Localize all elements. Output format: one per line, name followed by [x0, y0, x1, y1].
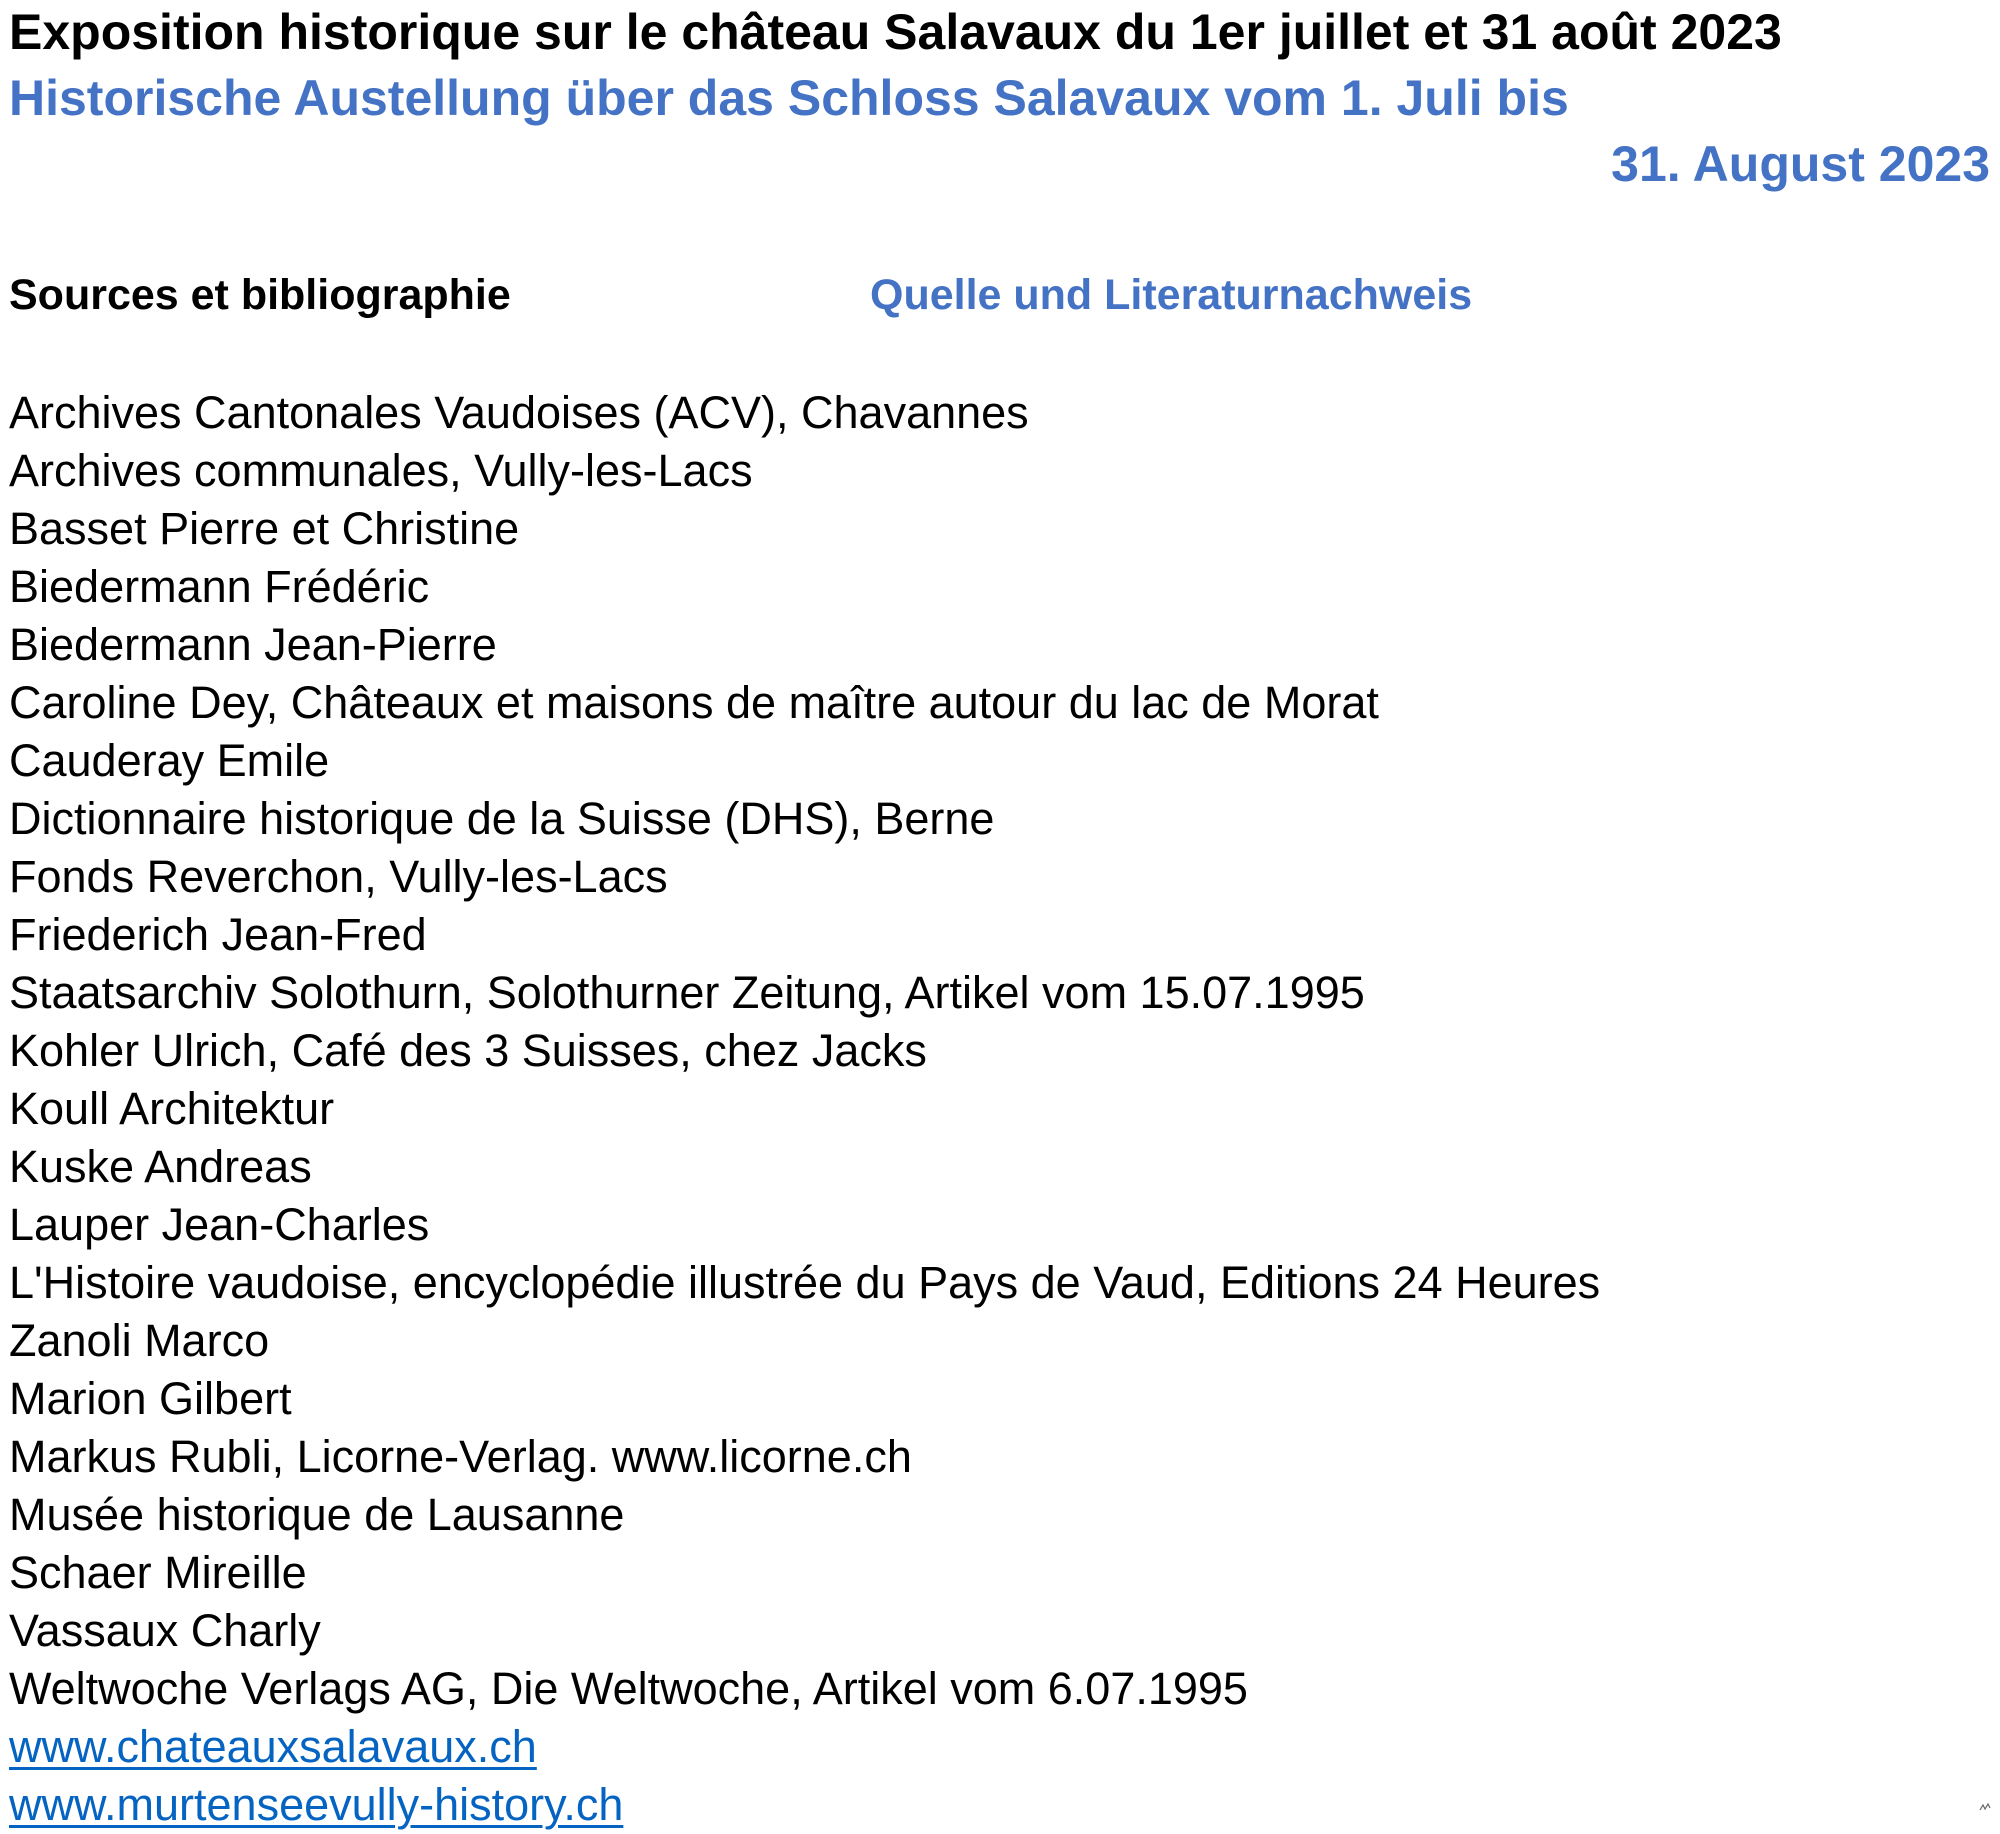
title-german-line-2: 31. August 2023 [1611, 136, 1990, 192]
title-french: Exposition historique sur le château Salavaux du 1er juillet et 31 août 2023 [9, 4, 1782, 60]
source-item: Lauper Jean-Charles [9, 1199, 430, 1250]
source-item: Koull Architektur [9, 1083, 335, 1134]
source-item: Weltwoche Verlags AG, Die Weltwoche, Artikel vom 6.07.1995 [9, 1663, 1248, 1714]
source-item: Schaer Mireille [9, 1547, 307, 1598]
sources-list [9, 384, 1600, 1718]
link-text[interactable]: www.murtenseevully-history.ch [9, 1779, 624, 1830]
source-item: Kuske Andreas [9, 1141, 312, 1192]
links-list [9, 1718, 659, 1834]
source-item: Vassaux Charly [9, 1605, 321, 1656]
link-item [9, 1776, 659, 1834]
source-item: Biedermann Frédéric [9, 561, 430, 612]
source-item: Cauderay Emile [9, 735, 330, 786]
source-item: Dictionnaire historique de la Suisse (DHS), Berne [9, 793, 995, 844]
source-item: Biedermann Jean-Pierre [9, 619, 497, 670]
source-item: Markus Rubli, Licorne-Verlag. www.licorne.ch [9, 1431, 912, 1482]
source-item: Marion Gilbert [9, 1373, 292, 1424]
link-item [9, 1718, 659, 1776]
source-item: Archives communales, Vully-les-Lacs [9, 445, 753, 496]
link-murtenseevully-history[interactable] [9, 1779, 659, 1830]
source-item: L'Histoire vaudoise, encyclopédie illustrée du Pays de Vaud, Editions 24 Heures [9, 1257, 1601, 1308]
source-item: Fonds Reverchon, Vully-les-Lacs [9, 851, 668, 902]
source-item: Musée historique de Lausanne [9, 1489, 625, 1540]
link-chateauxsalavaux[interactable]: www.chateauxsalavaux.ch [9, 1721, 537, 1772]
source-item: Archives Cantonales Vaudoises (ACV), Chavannes [9, 387, 1029, 438]
source-item: Staatsarchiv Solothurn, Solothurner Zeitung, Artikel vom 15.07.1995 [9, 967, 1365, 1018]
section-heading-french: Sources et bibliographie [9, 271, 511, 319]
source-item: Caroline Dey, Châteaux et maisons de maître autour du lac de Morat [9, 677, 1379, 728]
source-item: Friederich Jean-Fred [9, 909, 427, 960]
source-item: Zanoli Marco [9, 1315, 270, 1366]
source-item: Basset Pierre et Christine [9, 503, 520, 554]
section-heading-german: Quelle und Literaturnachweis [870, 271, 1473, 319]
source-item: Kohler Ulrich, Café des 3 Suisses, chez Jacks [9, 1025, 927, 1076]
small-scribble-icon [1979, 1801, 1991, 1815]
title-german-line-1: Historische Austellung über das Schloss Salavaux vom 1. Juli bis [9, 70, 1569, 126]
